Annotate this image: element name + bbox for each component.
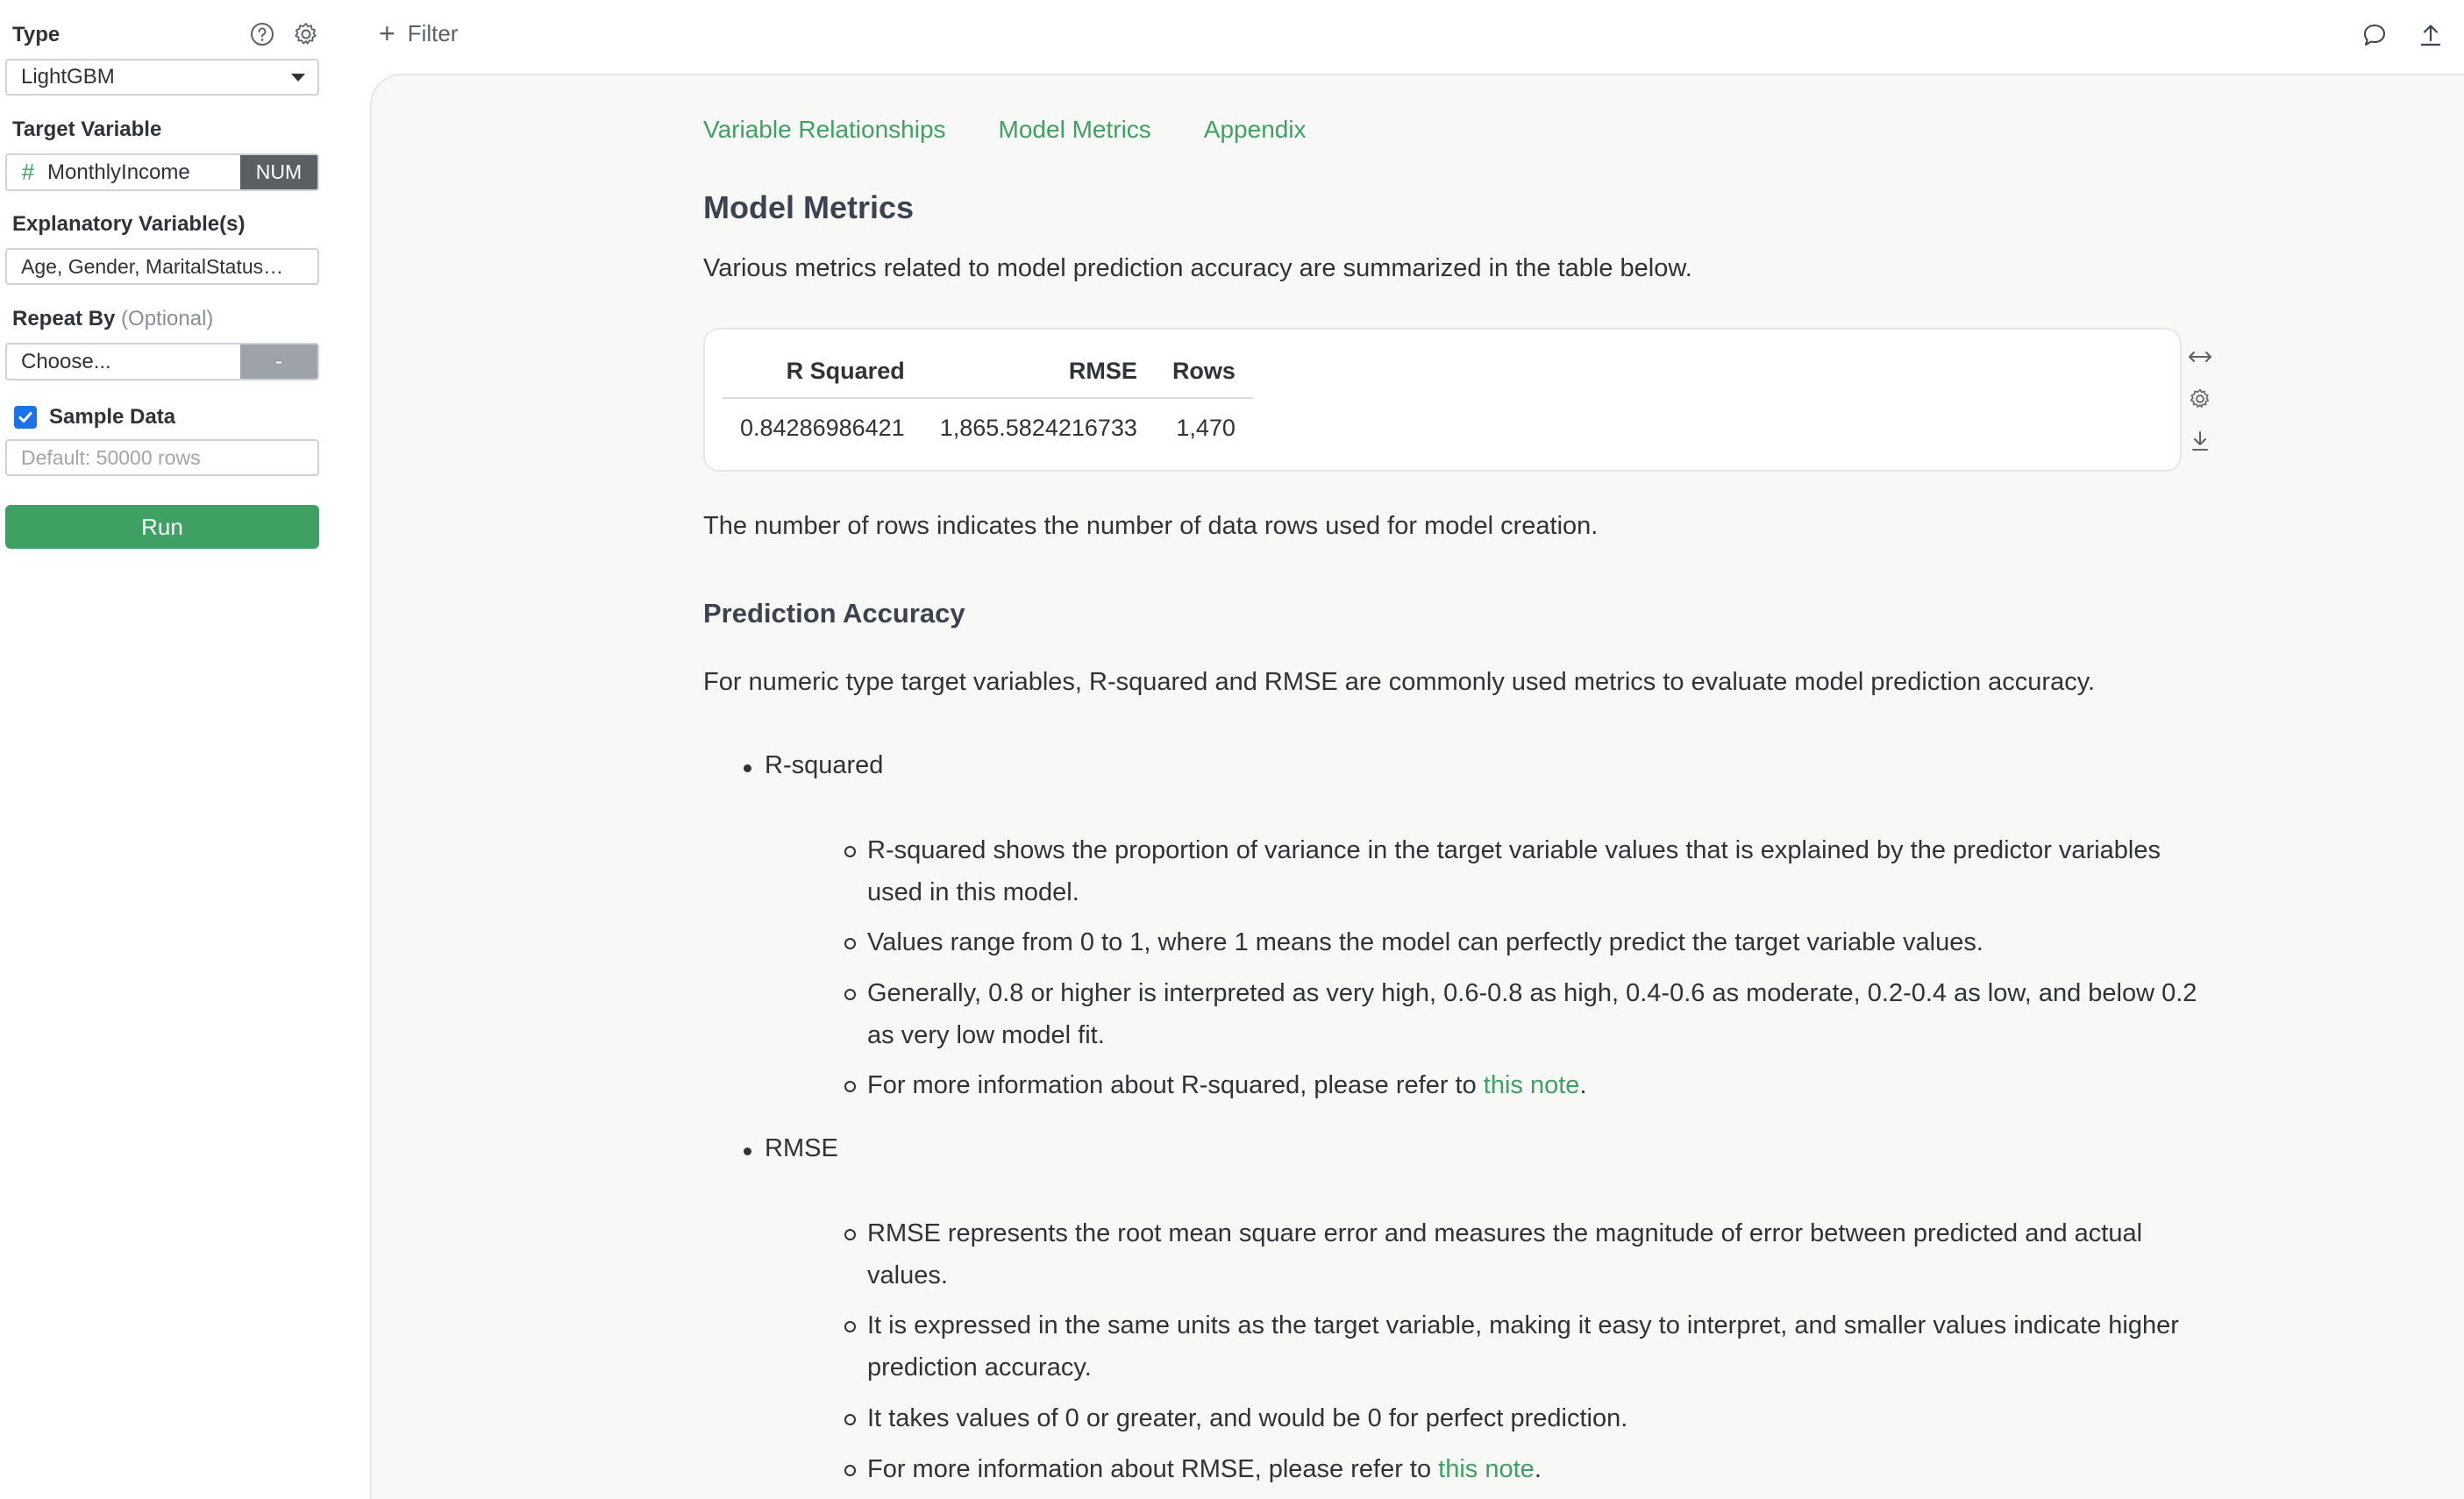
settings-sidebar (0, 0, 333, 1499)
expand-icon[interactable] (2185, 342, 2215, 372)
run-button[interactable]: Run (5, 505, 319, 549)
list-item: It takes values of 0 or greater, and would be 0 for perfect prediction. (867, 1397, 2200, 1439)
section-title: Prediction Accuracy (703, 598, 965, 629)
repeat-by-select[interactable] (5, 343, 319, 380)
target-variable-value: MonthlyIncome (47, 160, 190, 184)
help-icon[interactable] (247, 19, 277, 49)
gear-icon[interactable] (291, 19, 321, 49)
list-item: Generally, 0.8 or higher is interpreted as very high, 0.6-0.8 as high, 0.4-0.6 as moderate, 0.2-0.4 as low, and below 0.2 as very low model fit. (867, 972, 2200, 1056)
explanatory-variables-input[interactable]: Age, Gender, MaritalStatus… (5, 248, 319, 285)
repeat-by-value: Choose... (21, 349, 111, 373)
download-icon[interactable] (2185, 426, 2215, 456)
upload-icon[interactable] (2415, 19, 2446, 51)
r-squared-note-link[interactable]: this note (1483, 1071, 1580, 1099)
hash-icon: # (21, 159, 35, 185)
repeat-by-clear-button[interactable]: - (240, 345, 317, 379)
type-select-value: LightGBM (21, 65, 115, 89)
section-intro: For numeric type target variables, R-squared and RMSE are commonly used metrics to evaluate model prediction accuracy. (703, 668, 2096, 696)
check-icon (17, 408, 34, 426)
rows-note: The number of rows indicates the number of data rows used for model creation. (703, 512, 1599, 540)
type-select[interactable] (5, 59, 319, 96)
list-item-r-squared: R-squared (765, 751, 884, 779)
more-text: For more information about R-squared, please refer to (867, 1071, 1484, 1099)
table-cell-rows: 1,470 (1176, 415, 1236, 441)
sample-rows-input[interactable]: Default: 50000 rows (5, 439, 319, 476)
tab-model-metrics[interactable]: Model Metrics (998, 116, 1151, 143)
tab-appendix[interactable]: Appendix (1203, 116, 1307, 143)
list-item-rmse-more (867, 1448, 2200, 1490)
page-title: Model Metrics (703, 189, 915, 225)
repeat-by-label-text: Repeat By (12, 307, 116, 330)
metrics-table-card (703, 328, 2182, 472)
comment-icon[interactable] (2359, 19, 2390, 51)
list-item: RMSE represents the root mean square error and measures the magnitude of error between predicted and actual values. (867, 1212, 2200, 1297)
section-tabs (703, 116, 1359, 144)
report-panel (370, 74, 2464, 1499)
repeat-by-label (12, 307, 213, 331)
filter-button[interactable] (379, 19, 458, 47)
repeat-by-optional: (Optional) (121, 307, 214, 330)
table-header-rmse: RMSE (922, 354, 1155, 398)
rmse-note-link[interactable]: this note (1438, 1455, 1535, 1483)
explanatory-variables-label: Explanatory Variable(s) (12, 212, 246, 236)
type-label: Type (12, 23, 61, 46)
sample-data-row (14, 405, 175, 430)
more-suffix: . (1534, 1455, 1542, 1483)
sample-data-checkbox[interactable] (14, 406, 37, 429)
metrics-table (723, 354, 1253, 447)
tab-variable-relationships[interactable]: Variable Relationships (703, 116, 946, 143)
table-header-r-squared: R Squared (723, 354, 922, 398)
table-header-rows: Rows (1155, 354, 1253, 398)
intro-text: Various metrics related to model prediction accuracy are summarized in the table below. (703, 254, 1692, 282)
gear-icon[interactable] (2185, 384, 2215, 414)
table-cell-rmse: 1,865.5824216733 (939, 415, 1137, 441)
table-row (723, 398, 1253, 447)
chevron-down-icon (291, 74, 305, 82)
list-item-r-squared-more (867, 1064, 2200, 1106)
target-variable-select[interactable] (5, 153, 319, 191)
list-item-rmse: RMSE (765, 1134, 838, 1162)
more-suffix: . (1579, 1071, 1587, 1099)
sample-data-label: Sample Data (49, 405, 176, 429)
table-cell-r-squared: 0.84286986421 (740, 415, 905, 441)
filter-label: Filter (407, 19, 459, 46)
list-item: R-squared shows the proportion of variance in the target variable values that is explained by the predictor variables used in this model. (867, 829, 2200, 913)
target-variable-label: Target Variable (12, 117, 162, 141)
target-type-badge: NUM (240, 155, 317, 189)
more-text: For more information about RMSE, please refer to (867, 1455, 1439, 1483)
plus-icon: + (379, 18, 395, 49)
list-item: Values range from 0 to 1, where 1 means the model can perfectly predict the target variable values. (867, 921, 2200, 963)
list-item: It is expressed in the same units as the target variable, making it easy to interpret, and smaller values indicate higher prediction accuracy. (867, 1304, 2200, 1389)
